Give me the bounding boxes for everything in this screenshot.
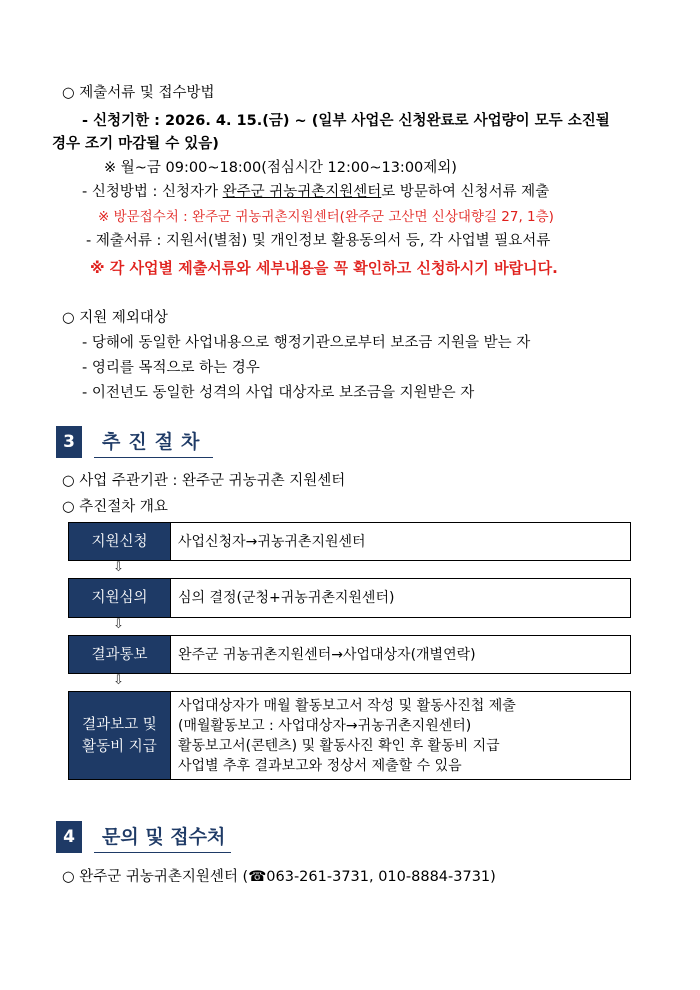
organizer: ○ 사업 주관기관 : 완주군 귀농귀촌 지원센터	[62, 473, 346, 489]
step-label: 결과통보	[68, 635, 171, 674]
procedure-overview: ○ 추진절차 개요	[62, 499, 168, 515]
step-line: 활동보고서(콘텐츠) 및 활동사진 확인 후 활동비 지급	[178, 737, 500, 754]
procedure-step	[68, 635, 631, 674]
application-method	[82, 182, 549, 202]
step-line: 심의 결정(군청+귀농귀촌지원센터)	[178, 590, 395, 606]
exclusion-item: - 이전년도 동일한 성격의 사업 대상자로 보조금을 지원받은 자	[82, 385, 475, 401]
application-period: - 신청기한 : 2026. 4. 15.(금) ~ (일부 사업은 신청완료로 사업량이 모두 소진될	[82, 113, 610, 129]
section-number: 3	[56, 426, 82, 458]
section-title: 추진절차	[94, 427, 213, 458]
section-title: 문의 및 접수처	[94, 822, 231, 853]
method-suffix: 로 방문하여 신청서류 제출	[381, 184, 550, 200]
exclusions-heading: ○ 지원 제외대상	[62, 310, 168, 326]
notice: ※ 각 사업별 제출서류와 세부내용을 꼭 확인하고 신청하시기 바랍니다.	[90, 259, 558, 277]
step-description	[171, 578, 631, 618]
method-prefix: - 신청방법 : 신청자가	[82, 184, 223, 200]
section-4-header	[56, 820, 231, 854]
step-description	[171, 522, 631, 561]
step-description	[171, 635, 631, 674]
step-line: 사업신청자→귀농귀촌지원센터	[178, 533, 366, 550]
section-3-header	[56, 425, 213, 459]
step-label: 지원심의	[68, 578, 171, 618]
submission-heading: ○ 제출서류 및 접수방법	[62, 85, 215, 101]
step-line: (매월활동보고 : 사업대상자→귀농귀촌지원센터)	[178, 717, 472, 734]
down-arrow-icon: ⇩	[113, 673, 124, 688]
section-number: 4	[56, 821, 82, 853]
down-arrow-icon: ⇩	[113, 560, 124, 575]
method-center: 완주군 귀농귀촌지원센터	[222, 184, 382, 200]
exclusion-item: - 당해에 동일한 사업내용으로 행정기관으로부터 보조금 지원을 받는 자	[82, 335, 531, 351]
exclusion-item: - 영리를 목적으로 하는 경우	[82, 360, 260, 376]
procedure-step	[68, 691, 631, 780]
step-label-line: 결과보고 및	[82, 716, 157, 733]
application-period-cont: 경우 조기 마감될 수 있음)	[52, 136, 219, 152]
contact-info: ○ 완주군 귀농귀촌지원센터 (☎063-261-3731, 010-8884-3731)	[62, 869, 496, 885]
step-description	[171, 691, 631, 780]
step-line: 완주군 귀농귀촌지원센터→사업대상자(개별연락)	[178, 646, 476, 663]
procedure-step	[68, 578, 631, 618]
step-label: 지원신청	[68, 522, 171, 561]
step-line: 사업별 추후 결과보고와 정상서 제출할 수 있음	[178, 757, 462, 774]
down-arrow-icon: ⇩	[113, 617, 124, 632]
step-line: 사업대상자가 매월 활동보고서 작성 및 활동사진첩 제출	[178, 697, 516, 714]
procedure-step	[68, 522, 631, 561]
office-hours: ※ 월~금 09:00~18:00(점심시간 12:00~13:00제외)	[104, 160, 457, 176]
required-documents: - 제출서류 : 지원서(별첨) 및 개인정보 활용동의서 등, 각 사업별 필요서류	[86, 233, 551, 249]
step-label-line: 활동비 지급	[82, 738, 157, 755]
step-label	[68, 691, 171, 780]
visit-location: ※ 방문접수처 : 완주군 귀농귀촌지원센터(완주군 고산면 신상대향길 27, 1층)	[98, 209, 554, 225]
